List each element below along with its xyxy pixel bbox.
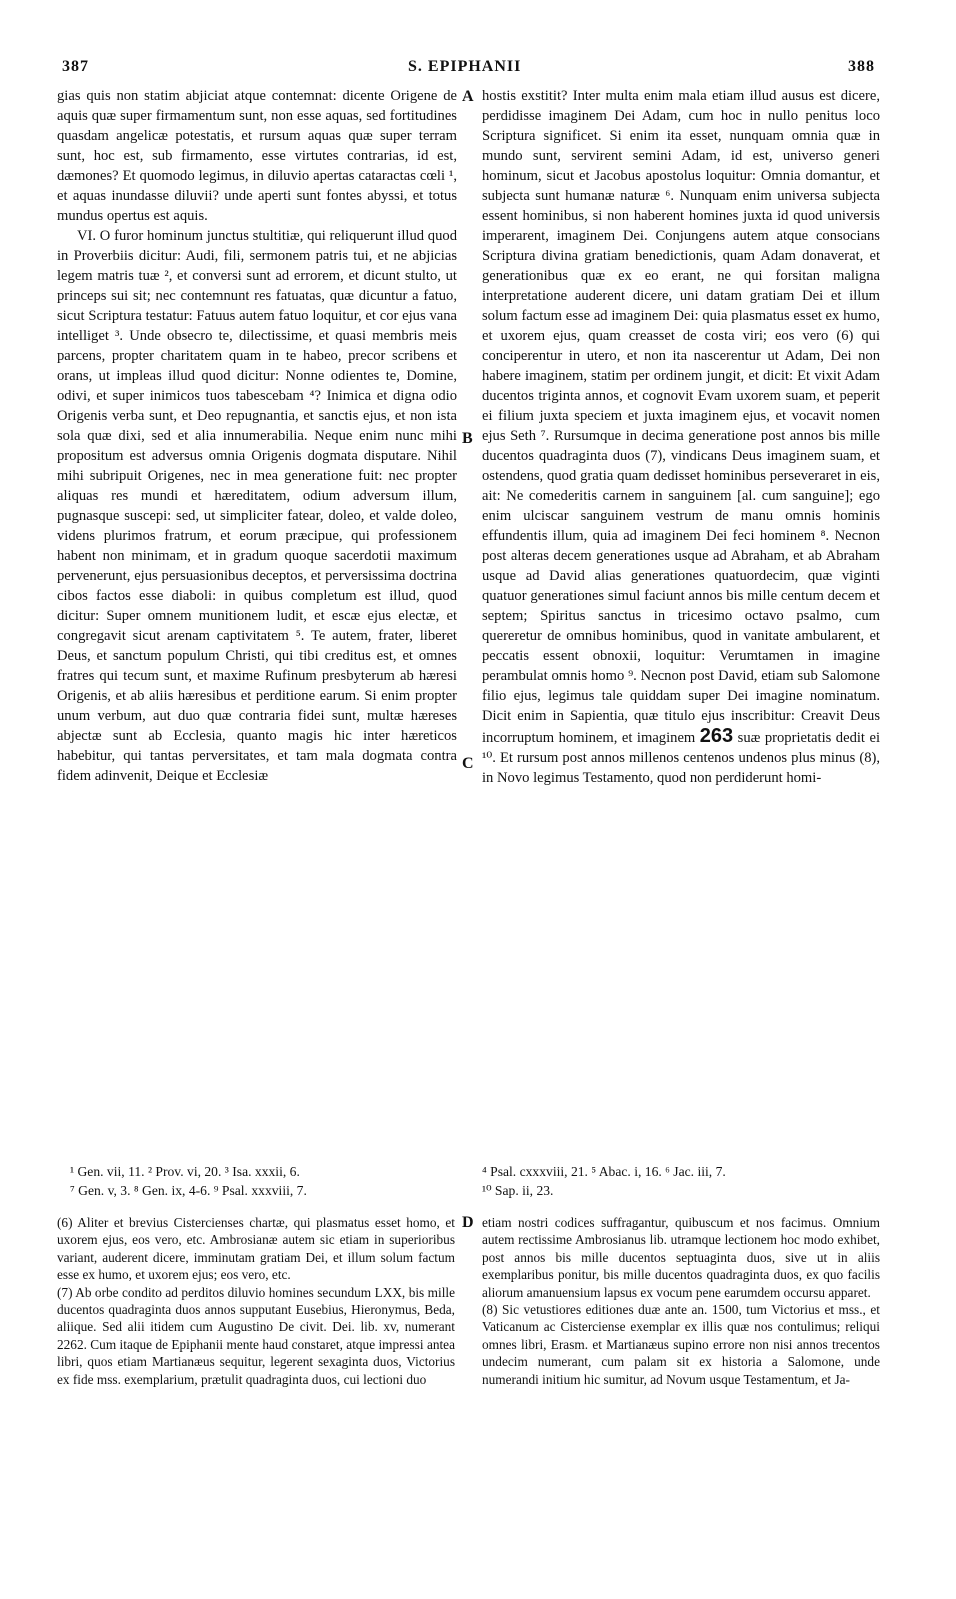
paragraph-text: hostis exstitit? Inter multa enim mala etiam illud ausus est dicere, perdidisse imaginem Dei Adam, cum hoc in nullo penitus loco Scriptura significet. Si enim ita esset, nunquam omnia quæ in mundo sunt, servirent semini Adam, id est, universo generi hominum, sicut et Jacobus apostolus loquitur: Omnia domantur, et subjecta sunt humanæ naturæ ⁶. Nunquam enim universa subjecta essent hominibus, si non haberent homines juxta id quod universis imperarent, imaginem Dei. Conjungens autem atque consocians Scriptura divina gratiam benedictionis, quam Adam donaverat, et generationibus quæ ex eo erant, ne qui forsitan maligna interpretatione auderent dicere, uni datam gratiam Dei et illum solum factum esse ad imaginem Dei: quia plasmatus esset ex humo, et uxorem ejus, quam creasset de costa viri; eos vero (6) qui conciperentur in utero, et non ita nascerentur ut Adam, Dei non habere imaginem, statim per ordinem jungit, et dicit: Et vixit Adam ducentos triginta annos, et cognovit Evam uxorem suam, et peperit ei filium juxta speciem et juxta imaginem ejus, et vocavit nomen ejus Seth ⁷. Rursumque in decima generatione post annos bis mille ducentos quadraginta duos (7), vindicans Deus imaginem suam, et ostendens, quod gratia quam dedisset hominibus perseveraret in eis, ait: Ne comederitis carnem in sanguinem [al. cum sanguine]; ego enim ulciscar sanguinem vestrum de manu omnis hominis effundentis illum, quia ad imaginem Dei feci hominem ⁸. Necnon post alteras decem generationes usque ad Abraham, et ab Abraham usque ad David alias generationes quatuordecim, quæ viginti quatuor generationes simul faciunt annos bis mille centum decem et septem; Spiritus sanctus in tricesimo octavo psalmo, cum quereretur de omnibus hominibus, quod in vanitate ambularent, et peccatis essent obnoxii, loquitur: Verumtamen in imagine perambulat omnis homo ⁹. Necnon post David, etiam sub Salomone filio ejus, legimus tale quiddam super Dei imagine nominatum. Dicit enim in Sapientia, quæ titulo ejus inscribitur: Creavit Deus incorruptum hominem, et imaginem [482,88,880,746]
editor-notes-left [57,1214,455,1388]
footnotes-right [482,1162,880,1200]
column-marker-263: 263 [699,725,734,747]
footnote-line: ⁷ Gen. v, 3. ⁸ Gen. ix, 4-6. ⁹ Psal. xxxviii, 7. [70,1183,307,1198]
page-number-left: 387 [62,58,89,75]
running-title: S. EPIPHANII [408,58,522,75]
footnote-line: ⁴ Psal. cxxxviii, 21. ⁵ Abac. i, 16. ⁶ Jac. iii, 7. [482,1164,726,1179]
page-number-right: 388 [848,58,875,75]
footnotes-left [70,1162,460,1200]
footnote-line: ¹⁰ Sap. ii, 23. [482,1183,554,1198]
margin-marker-d: D [462,1214,474,1231]
editor-note: (8) Sic vetustiores editiones duæ ante an. 1500, tum Victorius et mss., et Vaticanum ac Cisterciense exemplar ex illis quæ nos contulimus; reliqui omnes libri, Erasm. et Martianæus supino errore non nisi annos trecentos undecim numerant, cum palam sit ex historia a Salomone, unde numerandi initium hic sumitur, ad Novum usque Testamentum, et Ja- [482,1302,880,1387]
footnote-line: ¹ Gen. vii, 11. ² Prov. vi, 20. ³ Isa. xxxii, 6. [70,1164,300,1179]
paragraph: gias quis non statim abjiciat atque contemnat: dicente Origene de aquis quæ super firmamentum sunt, non esse aquas, sed fortitudines quasdam angelicæ potestatis, et rursum aquas quæ super terram sunt, hoc est, sub firmamento, esse virtutes contrarias, id est, dæmones? Et quomodo legimus, in diluvio apertas cataractas cœli ¹, et aquas inundasse diluvii? unde aperti sunt fontes abyssi, et totus mundus opertus est aquis. [57,88,457,224]
paragraph-text: suæ proprietatis dedit ei ¹⁰. Et rursum post annos millenos centenos undenos plus minus (8), in Novo legimus Testamento, quod non perdiderunt homi- [482,730,881,786]
body-column-right [482,86,880,788]
body-column-left [57,86,457,786]
editor-note: (7) Ab orbe condito ad perditos diluvio homines secundum LXX, bis mille ducentos quadraginta duos annos supputant Eusebius, Hieronymus, Beda, aliique. Sed alii itidem cum Augustino De civit. Dei. lib. xv, numerant 2262. Cum itaque de Epiphanii mente haud constaret, atque impressi antea libri, quos etiam Martianæus sequitur, legerent sexaginta duos, Victorius ex fide mss. exemplarium, prætulit quadraginta duos, cui lectioni duo [57,1284,455,1387]
paragraph [482,86,880,788]
paragraph: VI. O furor hominum junctus stultitiæ, qui reliquerunt illud quod in Proverbiis dicitur: Audi, fili, sermonem patris tui, et ne abjicias legem matris tuæ ², et conversi sunt ad errorem, et dicunt stulto, ut princeps sui sit; nec contemnunt res fatuatas, quæ dicuntur a fatuo, sicut Scriptura testatur: Fatuus autem fatuo loquitur, et cor ejus vana intelliget ³. Unde obsecro te, dilectissime, et quasi membris meis parcens, propter charitatem quam in te habeo, precor scribens et orans, ut impleas illud quod dicitur: Nonne odientes te, Domine, odivi, et super inimicos tuos tabescebam ⁴? Inimica et digna odio Origenis verba sunt, et Deo repugnantia, et sanctis ejus, et non ista sola quæ dixi, sed et alia innumerabilia. Neque enim nunc mihi propositum est adversus omnia Origenis dogmata disputare. Nihil mihi subripuit Origenes, nec in mea generatione fuit: nec propter aliquas res mundi et hæreditatem, odium adversum illum, pugnasque suscepi: sed, ut simpliciter fatear, doleo, et valde doleo, videns plurimos fratrum, et eorum præcipue, qui professionem habent non minimam, et in gradum quoque sacerdotii maximum pervenerunt, ejus persuasionibus deceptos, et perversissima doctrina cibos factos esse diaboli: in quibus completum est illud, quod dicitur: Super omnem munitionem ludit, et escæ ejus electæ, et congregavit sicut arenam captivitatem ⁵. Te autem, frater, liberet Deus, et sanctum populum Christi, qui tibi creditus est, et omnes fratres qui tecum sunt, et maxime Rufinum presbyterum ab hæresi Origenis, et ab aliis hæresibus et perditione earum. Si enim propter unum verbum, aut duo quæ contraria fidei sunt, multæ hæreses abjectæ sunt ab Ecclesia, quanto magis hic inter hæreticos habebitur, qui tantas perversitates, et tam mala dogmata contra fidem adinvenit, Deique et Ecclesiæ [57,228,457,784]
editor-note: (6) Aliter et brevius Cistercienses chartæ, qui plasmatus esset homo, et uxorem ejus, eos vero, etc. Ambrosianæ autem sic etiam in superioribus variant, auderent dicere, imminutam gratiam Dei, et illum solum factum esse ex humo, et uxorem ejus; eos vero, etc. [57,1215,455,1283]
margin-marker-b: B [462,430,473,447]
margin-marker-c: C [462,755,474,772]
editor-notes-right [482,1214,880,1388]
margin-marker-a: A [462,88,474,105]
editor-note: etiam nostri codices suffragantur, quibuscum et nos facimus. Omnium autem rectissime Ambrosianus lib. utramque lectionem hoc modo exhibet, post annos bis mille ducentos septuaginta duos, sive ut in aliis exemplaribus ponitur, bis mille ducentos quadraginta duos, ex quo facilis aliorum amanuensium lapsus ex vocum pene earumdem occursu apparet. [482,1215,880,1300]
